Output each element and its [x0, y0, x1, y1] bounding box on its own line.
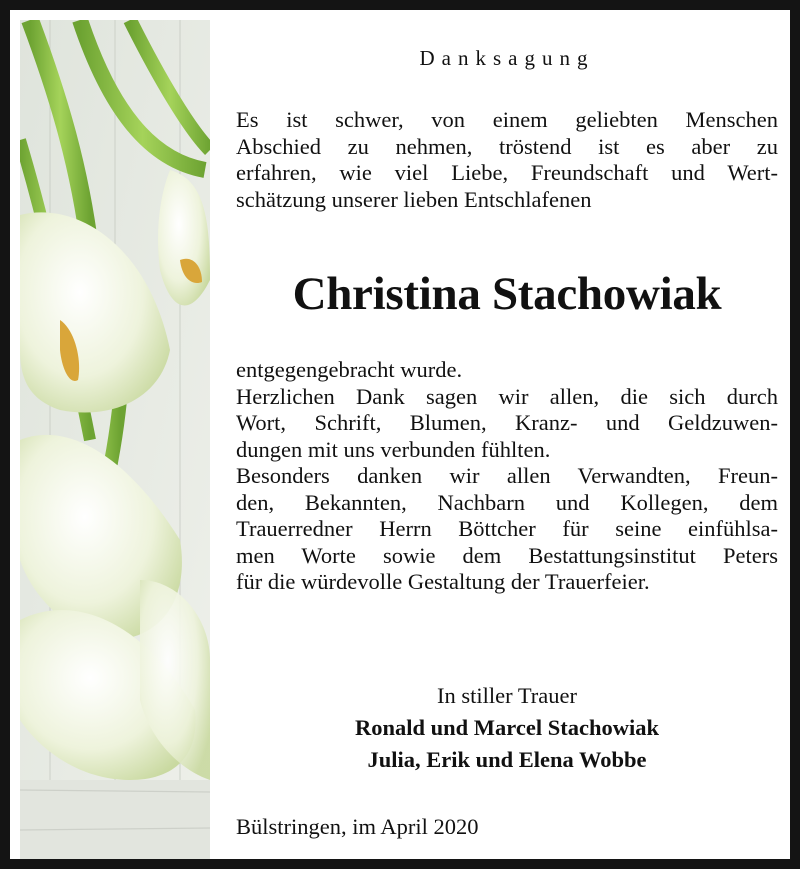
notice-heading: Danksagung: [419, 46, 595, 70]
intro-line: Es ist schwer, von einem geliebten Menschen: [236, 107, 778, 132]
signatory-line: Ronald und Marcel Stachowiak: [354, 715, 659, 740]
body-line: Trauerredner Herrn Böttcher für seine einfühlsa-: [236, 516, 778, 541]
signatory-line: Julia, Erik und Elena Wobbe: [367, 747, 647, 772]
body-line: den, Bekannten, Nachbarn und Kollegen, dem: [236, 489, 778, 515]
body-line: für die würdevolle Gestaltung der Trauerfeier.: [236, 569, 650, 594]
body-line: men Worte sowie dem Bestattungsinstitut Peters: [236, 542, 778, 568]
body-line: entgegengebracht wurde.: [236, 357, 463, 382]
intro-line: Abschied zu nehmen, tröstend ist es aber zu: [236, 133, 778, 159]
thanks-paragraph: [236, 357, 778, 596]
calla-lilies-image: [20, 20, 210, 869]
intro-paragraph: [236, 107, 778, 213]
body-line: Herzlichen Dank sagen wir allen, die sich durch: [236, 383, 778, 409]
deceased-name: Christina Stachowiak: [292, 268, 722, 320]
body-line: Wort, Schrift, Blumen, Kranz- und Geldzuwen-: [236, 410, 778, 435]
intro-line: schätzung unserer lieben Entschlafenen: [236, 186, 592, 212]
body-line: Besonders danken wir allen Verwandten, Freun-: [236, 463, 778, 488]
body-line: dungen mit uns verbunden fühlten.: [236, 436, 551, 462]
intro-line: erfahren, wie viel Liebe, Freundschaft und Wert-: [236, 160, 778, 185]
mourning-phrase: In stiller Trauer: [437, 683, 577, 708]
place-date: Bülstringen, im April 2020: [236, 814, 479, 839]
